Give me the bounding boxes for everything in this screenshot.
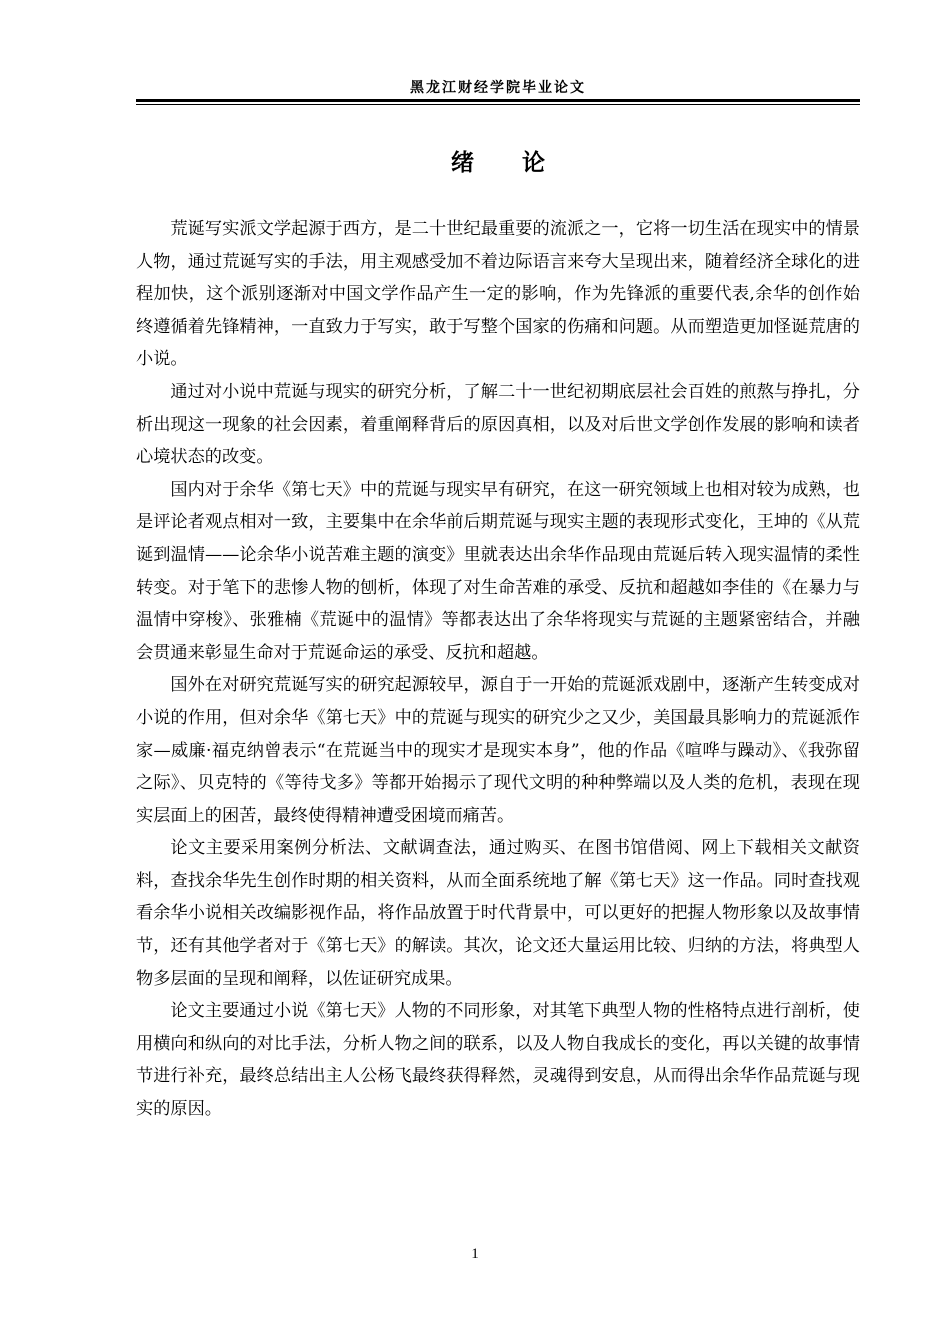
page-number: 1 [471, 1246, 479, 1262]
running-header: 黑龙江财经学院毕业论文 [410, 80, 586, 96]
header-rule-thin [136, 104, 860, 105]
paragraph: 国内对于余华《第七天》中的荒诞与现实早有研究，在这一研究领域上也相对较为成熟，也是评论者观点相对一致，主要集中在余华前后期荒诞与现实主题的表现形式变化，王坤的《从荒诞到温情——论余华小说苦难主题的演变》里就表达出余华作品现由荒诞后转入现实温情的柔性转变。对于笔下的悲惨人物的刨析，体现了对生命苦难的承受、反抗和超越如李佳的《在暴力与温情中穿梭》、张雅楠《荒诞中的温情》等都表达出了余华将现实与荒诞的主题紧密结合，并融会贯通来彰显生命对于荒诞命运的承受、反抗和超越。 [136, 479, 860, 663]
paragraph: 论文主要采用案例分析法、文献调查法，通过购买、在图书馆借阅、网上下载相关文献资料，查找余华先生创作时期的相关资料，从而全面系统地了解《第七天》这一作品。同时查找观看余华小说相关改编影视作品，将作品放置于时代背景中，可以更好的把握人物形象以及故事情节，还有其他学者对于《第七天》的解读。其次，论文还大量运用比较、归纳的方法，将典型人物多层面的呈现和阐释，以佐证研究成果。 [136, 838, 860, 989]
paragraph: 荒诞写实派文学起源于西方，是二十世纪最重要的流派之一，它将一切生活在现实中的情景人物，通过荒诞写实的手法，用主观感受加不着边际语言来夸大呈现出来，随着经济全球化的进程加快，这个派别逐渐对中国文学作品产生一定的影响，作为先锋派的重要代表,余华的创作始终遵循着先锋精神，一直致力于写实，敢于写整个国家的伤痛和问题。从而塑造更加怪诞荒唐的小说。 [136, 219, 860, 370]
body-text [136, 213, 860, 1126]
header-rule-thick [136, 99, 860, 102]
paragraph: 通过对小说中荒诞与现实的研究分析，了解二十一世纪初期底层社会百姓的煎熬与挣扎，分析出现这一现象的社会因素，着重阐释背后的原因真相，以及对后世文学创作发展的影响和读者心境状态的改变。 [136, 381, 860, 468]
section-title: 绪论 [451, 149, 593, 176]
paragraph: 论文主要通过小说《第七天》人物的不同形象，对其笔下典型人物的性格特点进行剖析，使用横向和纵向的对比手法，分析人物之间的联系，以及人物自我成长的变化，再以关键的故事情节进行补充，最终总结出主人公杨飞最终获得释然，灵魂得到安息，从而得出余华作品荒诞与现实的原因。 [136, 1001, 860, 1120]
paragraph: 国外在对研究荒诞写实的研究起源较早，源自于一开始的荒诞派戏剧中，逐渐产生转变成对小说的作用，但对余华《第七天》中的荒诞与现实的研究少之又少，美国最具影响力的荒诞派作家—威廉·福克纳曾表示“在荒诞当中的现实才是现实本身”，他的作品《喧哗与躁动》、《我弥留之际》、贝克特的《等待戈多》等都开始揭示了现代文明的种种弊端以及人类的危机，表现在现实层面上的困苦，最终使得精神遭受困境而痛苦。 [136, 675, 860, 826]
